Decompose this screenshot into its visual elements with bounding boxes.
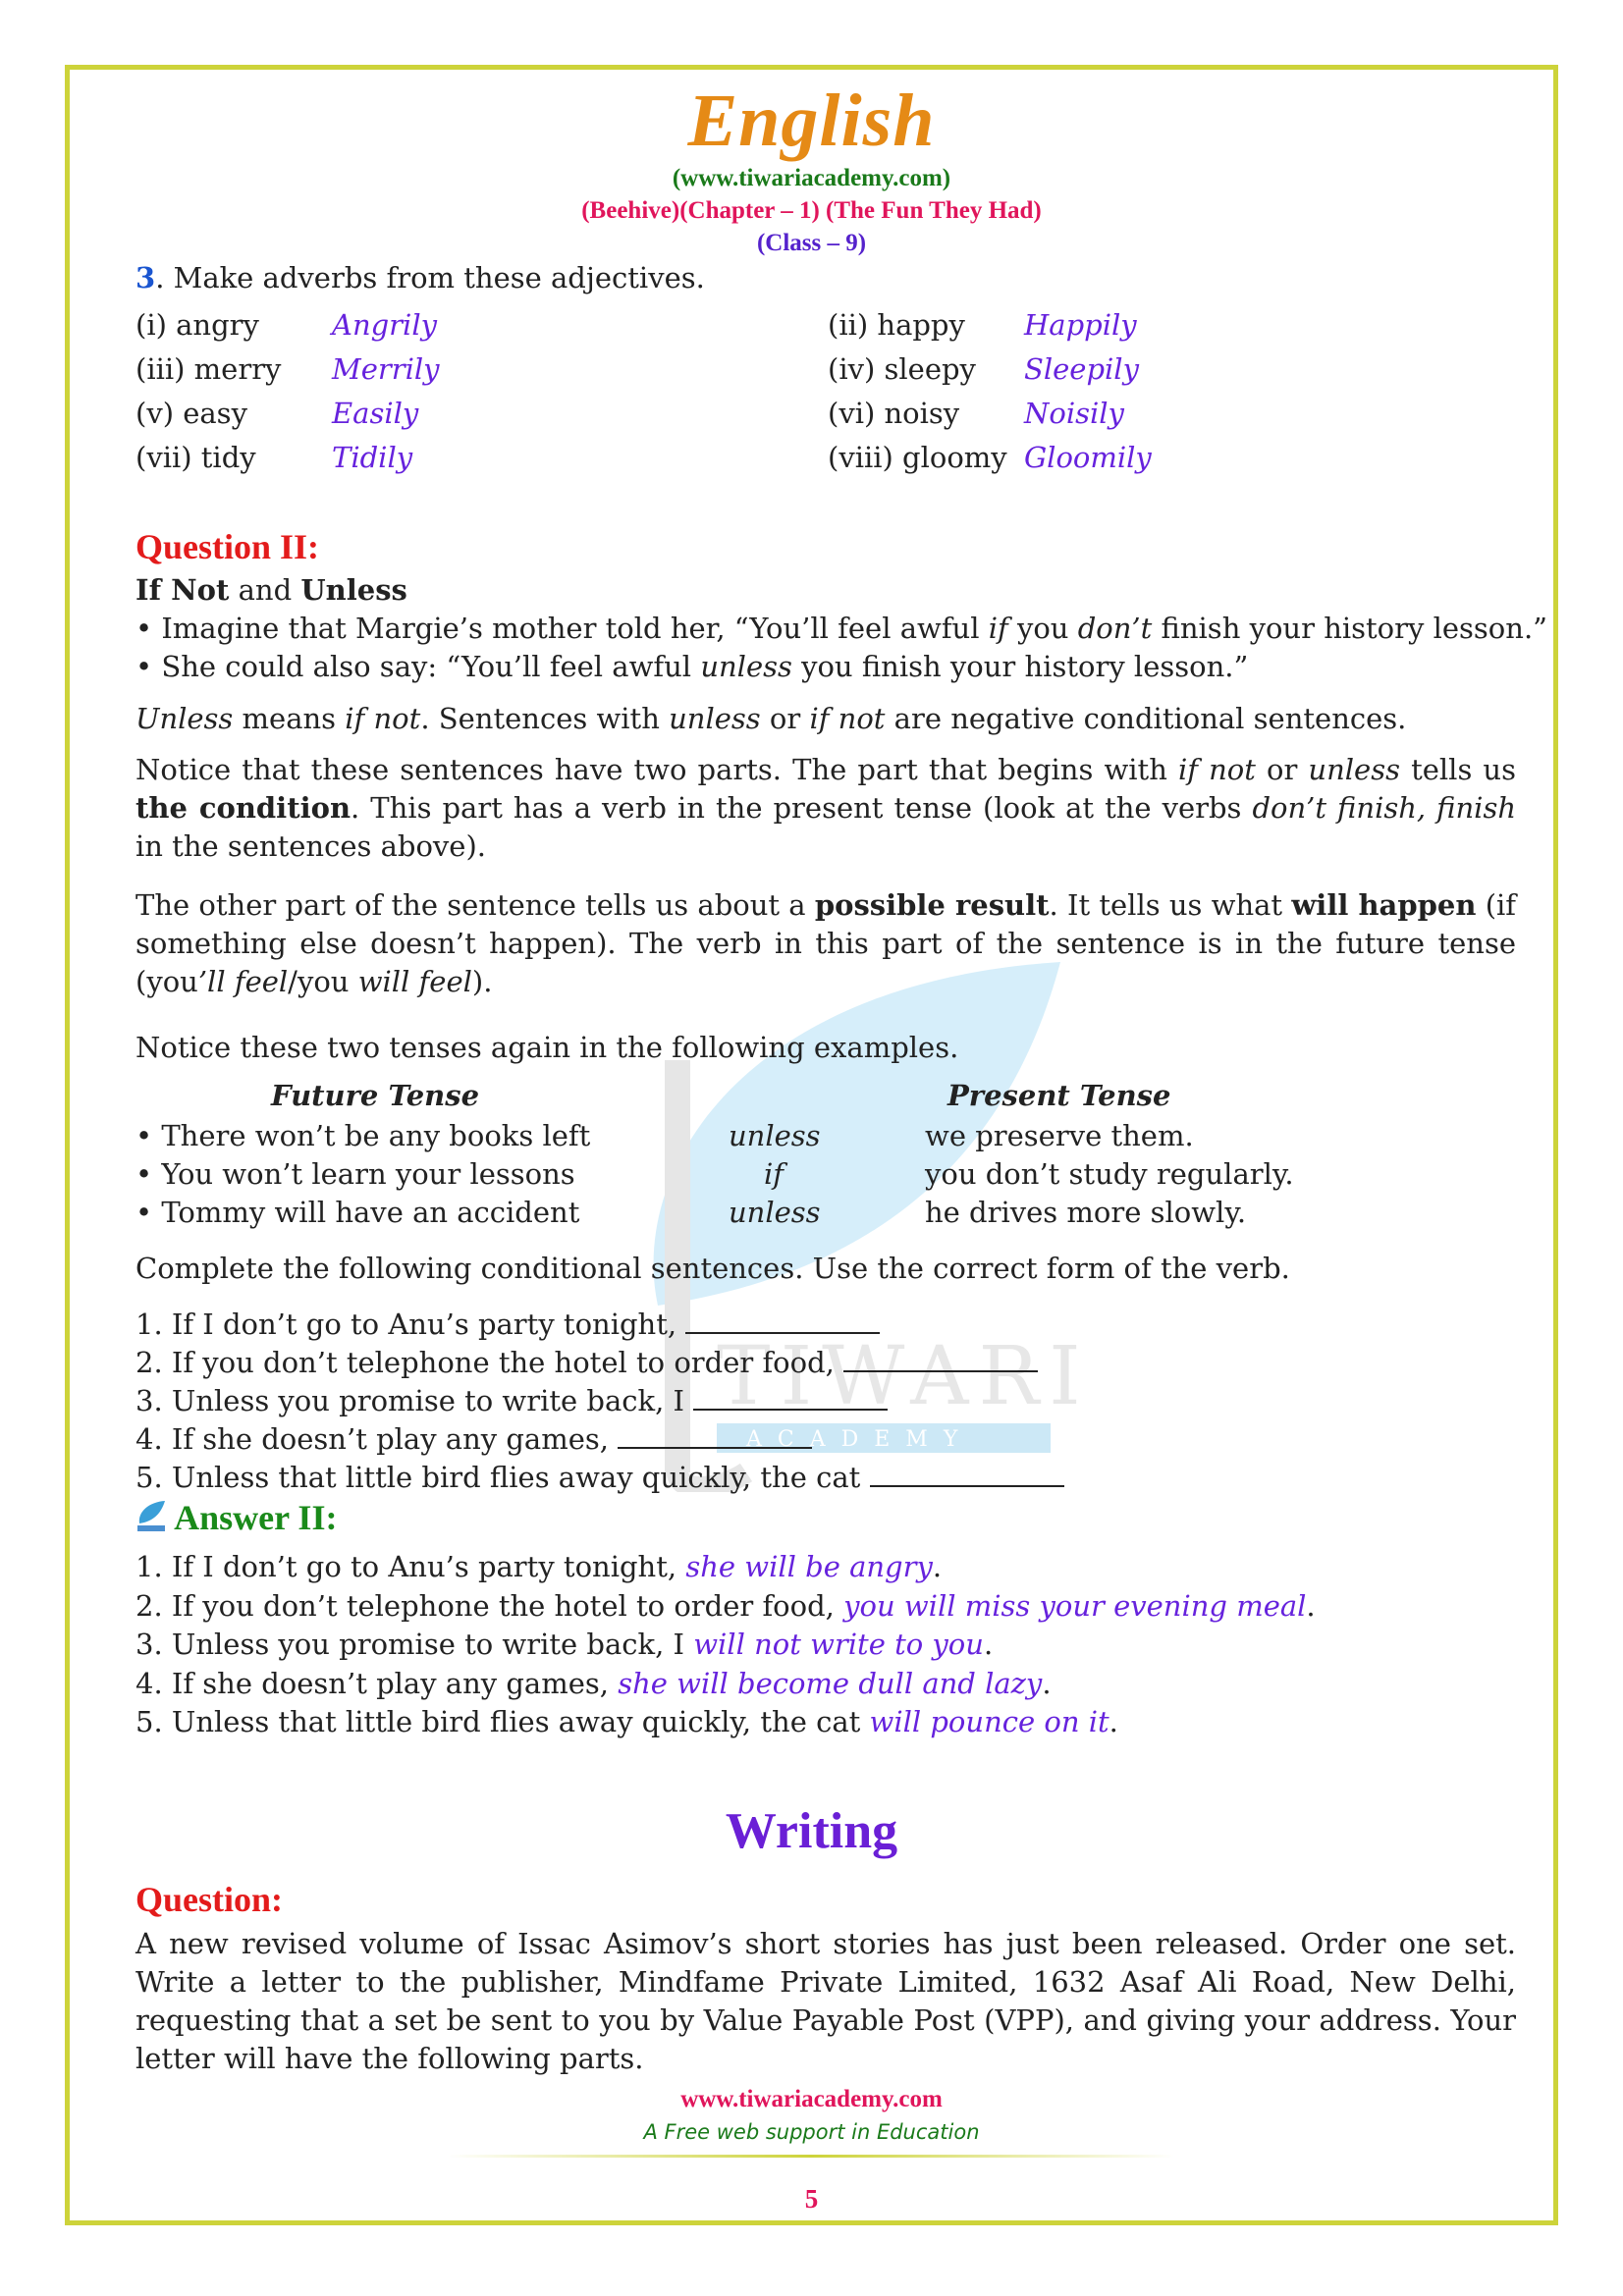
sub-unless: Unless (300, 573, 407, 607)
q3-left-column (135, 303, 440, 480)
para-unless-meaning: Unless means if not. Sentences with unless or if not are negative conditional sentences. (135, 702, 1407, 735)
question-ii-heading: Question II: (135, 527, 320, 566)
q3-prompt-text: . Make adverbs from these adjectives. (155, 261, 705, 294)
footer-divider (448, 2155, 1174, 2158)
para-possible-result: The other part of the sentence tells us about a possible result. It tells us what will happen (if something else doesn’t happen). The verb in this part of the sentence is in the future tense (you’ll feel/you will feel). (135, 888, 1517, 998)
table-row (135, 1155, 1412, 1194)
adverb-answer: Noisily (1024, 397, 1124, 430)
answers-list (135, 1548, 1316, 1742)
writing-heading: Writing (725, 1803, 898, 1859)
present-cell: we preserve them. (925, 1119, 1194, 1152)
answer-blank[interactable] (843, 1347, 1038, 1372)
answer-blank[interactable] (693, 1385, 888, 1411)
footer-tagline: A Free web support in Education (643, 2120, 980, 2144)
exercise-item: 3. Unless you promise to write back, I (135, 1382, 1064, 1420)
q3-prompt (135, 259, 705, 297)
bullet-1: • Imagine that Margie’s mother told her, “You’ll feel awful if you don’t finish your history lesson.” (135, 612, 1547, 645)
answer-item: 5. Unless that little bird flies away quickly, the cat will pounce on it. (135, 1705, 1118, 1738)
adjective: (v) easy (135, 397, 247, 430)
adverb-pair (828, 436, 1220, 480)
adverb-answer: Sleepily (1024, 352, 1139, 386)
page-title: English (687, 80, 936, 162)
adjective: (ii) happy (828, 308, 965, 342)
adverb-pair (135, 436, 413, 480)
adjective: (iii) merry (135, 352, 282, 386)
q3-right-column (828, 303, 1220, 480)
bullet-2: • She could also say: “You’ll feel awful unless you finish your history lesson.” (135, 650, 1249, 683)
adjective: (viii) gloomy (828, 441, 1007, 474)
header-site: (www.tiwariacademy.com) (672, 165, 951, 191)
tense-table (135, 1117, 1412, 1232)
adverb-answer: Gloomily (1024, 441, 1152, 474)
adverb-answer: Easily (332, 397, 419, 430)
adjective: (iv) sleepy (828, 352, 976, 386)
adverb-answer: Happily (1024, 308, 1137, 342)
instruction: Complete the following conditional sentences. Use the correct form of the verb. (135, 1252, 1290, 1285)
header-class: (Class – 9) (756, 230, 867, 256)
answer-blank[interactable] (870, 1462, 1064, 1487)
answer-logo-icon (134, 1498, 169, 1533)
adverb-pair (135, 347, 440, 392)
answer-ii-header (134, 1497, 337, 1538)
writing-question-heading: Question: (135, 1880, 284, 1919)
adverb-answer: Merrily (332, 352, 440, 386)
present-tense-header: Present Tense (947, 1079, 1171, 1112)
answer-item: 1. If I don’t go to Anu’s party tonight, she will be angry. (135, 1550, 943, 1583)
watermark-text: TIWARI (717, 1330, 1091, 1423)
conj-cell: unless (729, 1119, 821, 1152)
table-row (135, 1117, 1412, 1155)
adverb-pair (828, 347, 1220, 392)
exercise-item: 2. If you don’t telephone the hotel to order food, (135, 1344, 1064, 1382)
adjective: (vi) noisy (828, 397, 960, 430)
exercise-item: 4. If she doesn’t play any games, (135, 1420, 1064, 1459)
exercise-item: 1. If I don’t go to Anu’s party tonight, (135, 1306, 1064, 1344)
answer-item: 4. If she doesn’t play any games, she will become dull and lazy. (135, 1666, 1052, 1700)
future-cell: • You won’t learn your lessons (135, 1157, 575, 1191)
answer-blank[interactable] (685, 1308, 880, 1334)
header-chapter: (Beehive)(Chapter – 1) (The Fun They Had) (581, 197, 1042, 224)
future-cell: • There won’t be any books left (135, 1119, 591, 1152)
writing-question-text: A new revised volume of Issac Asimov’s short stories has just been released. Order one set. Write a letter to the publisher, Mindfame Private Limited, 1632 Asaf Ali Road, New Delhi, requesting that a set be sent to you by Value Payable Post (VPP), and giving your address. Your letter will have the following parts. (135, 1927, 1516, 2075)
adverb-answer: Tidily (332, 441, 413, 474)
present-cell: you don’t study regularly. (925, 1157, 1294, 1191)
exercise-item: 5. Unless that little bird flies away quickly, the cat (135, 1459, 1064, 1497)
q3-number: 3 (135, 261, 156, 294)
sub-and: and (238, 573, 293, 607)
future-cell: • Tommy will have an accident (135, 1196, 580, 1229)
conj-cell: unless (729, 1196, 821, 1229)
adverb-pair (135, 392, 419, 436)
future-tense-header: Future Tense (271, 1079, 480, 1112)
para-two-parts: Notice that these sentences have two parts. The part that begins with if not or unless tells us the condition. This part has a verb in the present tense (look at the verbs don’t finish, finish in the sentences above). (135, 753, 1516, 863)
answer-blank[interactable] (618, 1423, 812, 1449)
watermark-subtext: ACADEMY (746, 1427, 974, 1452)
adverb-pair (828, 392, 1220, 436)
table-row (135, 1194, 1412, 1232)
answer-item: 3. Unless you promise to write back, I will not write to you. (135, 1628, 994, 1661)
answer-ii-heading: Answer II: (174, 1498, 338, 1537)
if-not-unless-subheading (135, 571, 407, 610)
page-number: 5 (804, 2184, 819, 2214)
para-notice-tenses: Notice these two tenses again in the following examples. (135, 1031, 959, 1064)
adjective: (vii) tidy (135, 441, 256, 474)
conj-cell: if (764, 1157, 784, 1191)
sub-if-not: If Not (135, 573, 230, 607)
adverb-answer: Angrily (332, 308, 437, 342)
adjective: (i) angry (135, 308, 259, 342)
answer-item: 2. If you don’t telephone the hotel to order food, you will miss your evening meal. (135, 1588, 1316, 1623)
footer-site[interactable]: www.tiwariacademy.com (680, 2086, 943, 2112)
adverb-pair (828, 303, 1220, 347)
exercise-list (135, 1306, 1064, 1497)
present-cell: he drives more slowly. (925, 1196, 1247, 1229)
adverb-pair (135, 303, 437, 347)
